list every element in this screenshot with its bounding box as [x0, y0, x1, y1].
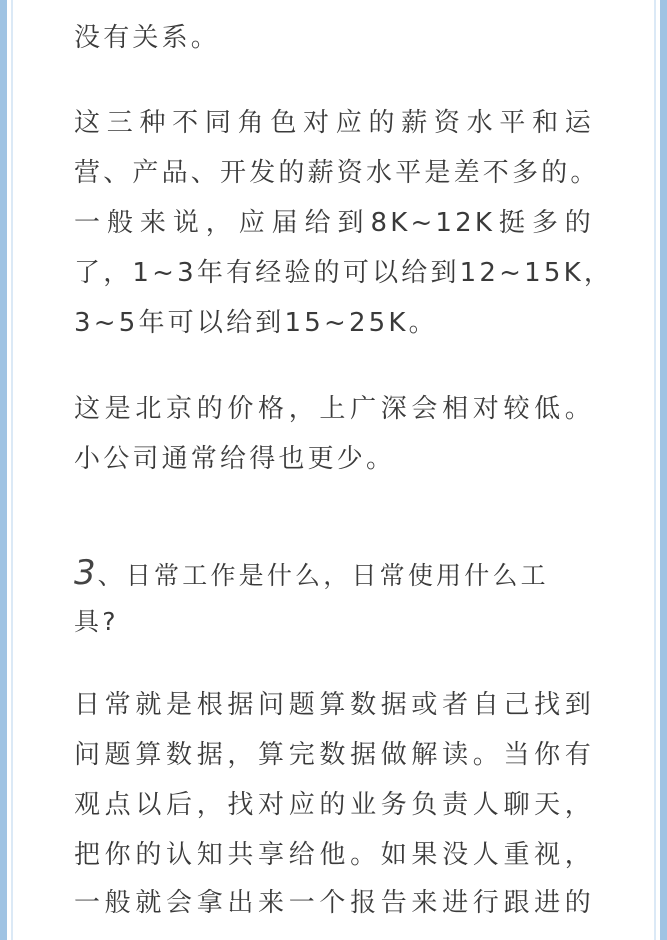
paragraph-line: 一般来说，应届给到8K~12K挺多的: [74, 208, 594, 238]
section-title: 、日常工作是什么，日常使用什么工: [97, 561, 549, 590]
section-heading: [74, 553, 549, 593]
paragraph-line: 这是北京的价格，上广深会相对较低。: [74, 394, 594, 424]
section-number: 3: [74, 553, 96, 593]
paragraph-line: 营、产品、开发的薪资水平是差不多的。: [74, 158, 600, 188]
paragraph-line: 把你的认知共享给他。如果没人重视，: [74, 840, 594, 870]
paragraph-line: 没有关系。: [74, 23, 221, 53]
section-title-continued: 具?: [74, 607, 119, 636]
paragraph-line: 了，1~3年有经验的可以给到12~15K，: [74, 258, 614, 288]
paragraph-line: 观点以后，找对应的业务负责人聊天，: [74, 790, 594, 820]
paragraph-line: 问题算数据，算完数据做解读。当你有: [74, 740, 594, 770]
paragraph-line: 小公司通常给得也更少。: [74, 444, 396, 474]
paragraph-line: 这三种不同角色对应的薪资水平和运: [74, 108, 594, 138]
paragraph-line: 一般就会拿出来一个报告来进行跟进的: [74, 888, 594, 918]
paragraph-line: 日常就是根据问题算数据或者自己找到: [74, 690, 594, 720]
paragraph-line: 3~5年可以给到15~25K。: [74, 308, 438, 338]
